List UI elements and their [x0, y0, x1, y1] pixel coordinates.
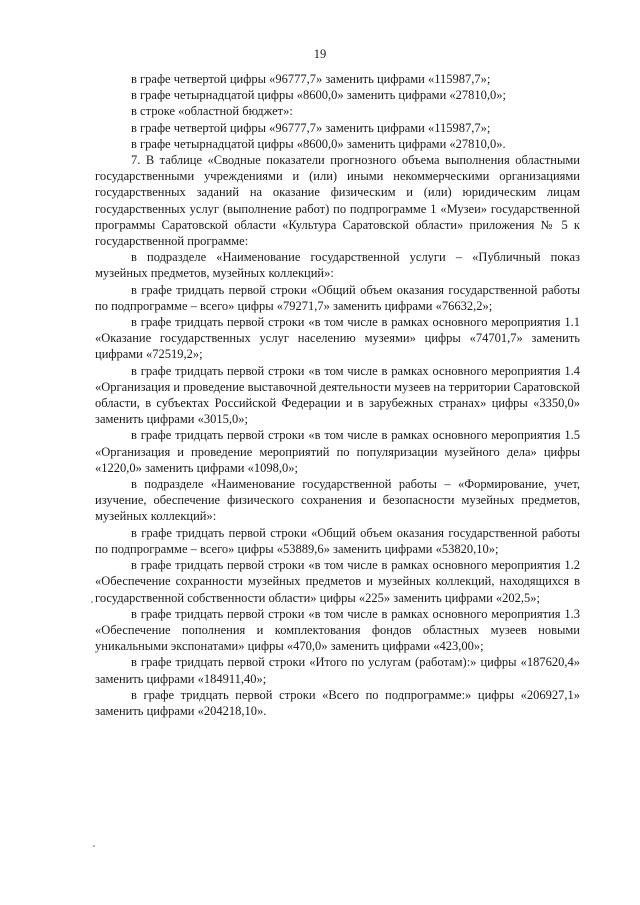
- paragraph: в графе тридцать первой строки «в том числе в рамках основного мероприятия 1.5 «Организация и проведение мероприятий по популяризации музейного дела» цифры «1220,0» заменить цифрами «1098,0»;: [95, 428, 580, 475]
- paragraph: в графе четырнадцатой цифры «8600,0» заменить цифрами «27810,0»;: [131, 88, 507, 103]
- paragraph: в графе четвертой цифры «96777,7» заменить цифрами «115987,7»;: [131, 120, 491, 135]
- paragraph: в графе тридцать первой строки «Общий объем оказания государственной работы по подпрограмме – всего» цифры «79271,7» заменить цифрами «76632,2»;: [95, 282, 580, 313]
- paragraph: в подразделе «Наименование государственной услуги – «Публичный показ музейных предметов, музейных коллекций»:: [95, 250, 580, 281]
- paragraph: в графе тридцать первой строки «в том числе в рамках основного мероприятия 1.1 «Оказание государственных услуг населению музеями» цифры «74701,7» заменить цифрами «72519,2»;: [95, 315, 580, 362]
- paragraph: в подразделе «Наименование государственной работы – «Формирование, учет, изучение, обеспечение физического сохранения и безопасности музейных предметов, музейных коллекций»:: [95, 477, 580, 524]
- paragraph: в графе тридцать первой строки «Итого по услугам (работам):» цифры «187620,4» заменить цифрами «184911,40»;: [95, 655, 580, 686]
- page-number: 19: [313, 47, 327, 61]
- paragraph: в графе тридцать первой строки «в том числе в рамках основного мероприятия 1.2 «Обеспечение сохранности музейных предметов и музейных коллекций, находящихся в государственной собственности области» цифры «225» заменить цифрами «202,5»;: [95, 558, 580, 605]
- paragraph: в графе тридцать первой строки «Всего по подпрограмме:» цифры «206927,1» заменить цифрами «204218,10».: [95, 687, 580, 718]
- document-body: [95, 71, 580, 719]
- paragraph: в графе четвертой цифры «96777,7» заменить цифрами «115987,7»;: [131, 72, 491, 86]
- paragraph: в графе тридцать первой строки «Общий объем оказания государственной работы по подпрограмме – всего» цифры «53889,6» заменить цифрами «53820,10»;: [95, 525, 580, 556]
- paragraph: в графе тридцать первой строки «в том числе в рамках основного мероприятия 1.3 «Обеспечение пополнения и комплектования фондов областных музеев новыми уникальными экспонатами» цифры «470,0» заменить цифрами «423,00»;: [95, 606, 580, 654]
- paragraph: в графе тридцать первой строки «в том числе в рамках основного мероприятия 1.4 «Организация и проведение выставочной деятельности музеев на территории Саратовской области, в субъектах Российской Федерации и в зарубежных странах» цифры «3350,0» заменить цифрами «3015,0»;: [95, 363, 580, 427]
- paragraph: в строке «областной бюджет»:: [131, 104, 293, 119]
- scan-speck: [93, 845, 95, 847]
- paragraph: 7. В таблице «Сводные показатели прогнозного объема выполнения областными государственными учреждениями и (или) иными некоммерческими организациями государственных заданий на оказание физическим и (или) юридическим лицам государственных услуг (выполнение работ) по подпрограмме 1 «Музеи» государственной программы Саратовской области «Культура Саратовской области» приложения № 5 к государственной программе:: [95, 153, 580, 249]
- scan-speck: [91, 601, 93, 603]
- paragraph: в графе четырнадцатой цифры «8600,0» заменить цифрами «27810,0».: [131, 136, 506, 151]
